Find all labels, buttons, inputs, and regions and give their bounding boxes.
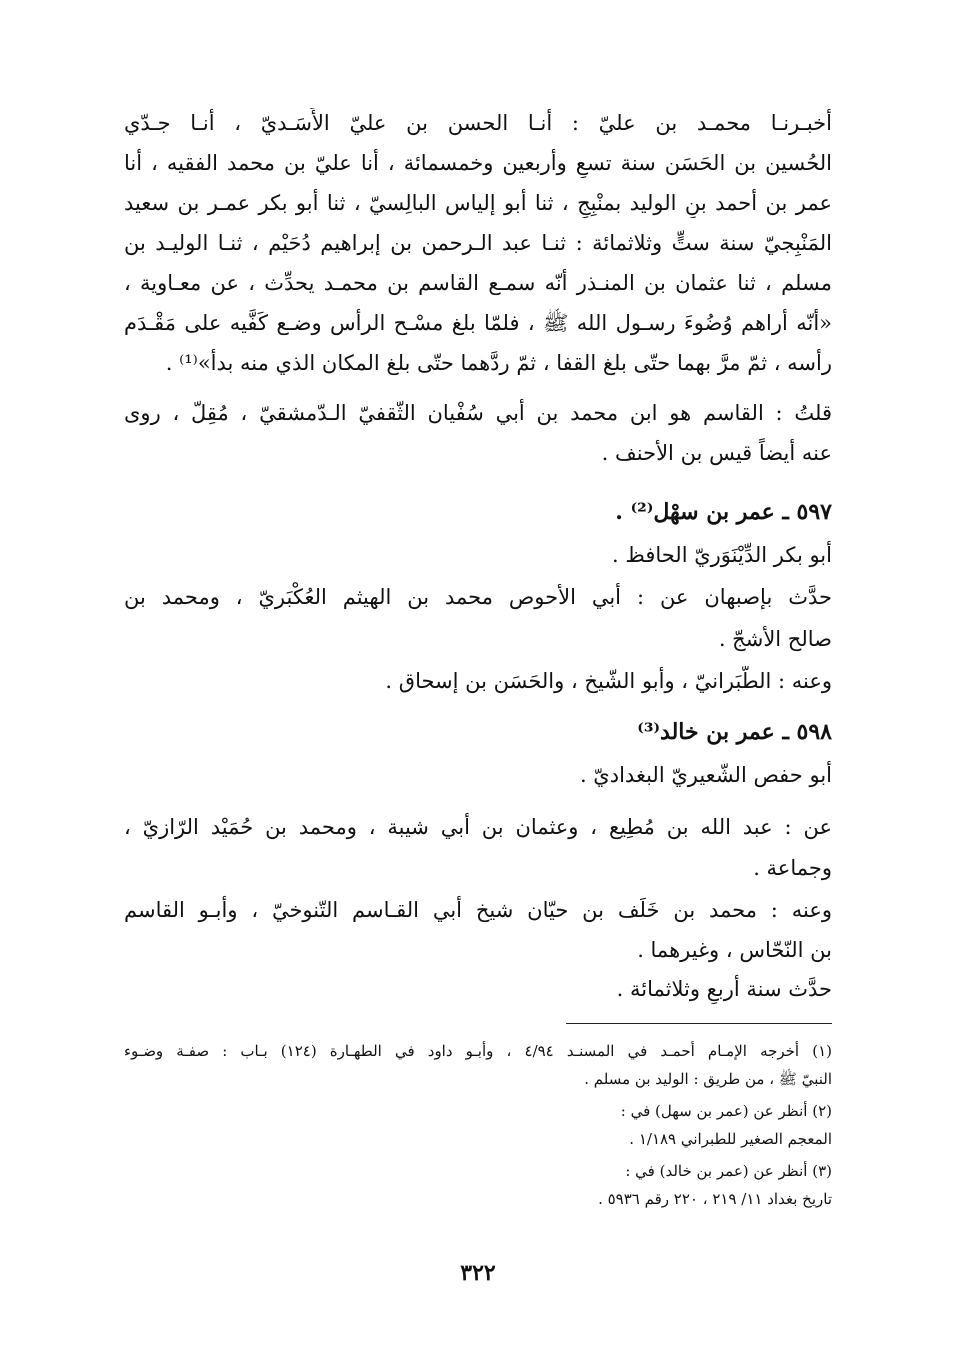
- footnote-line: (١) أخرجه الإمـام أحمـد في المسنـد ٤/٩٤ ، وأبـو داود في الطهـارة (١٢٤) بـاب : صفـة وضـوء: [124, 1042, 832, 1060]
- text-line: الحُسين بن الحَسَن سنة تسعٍ وأربعين وخمسمائة ، أنا عليّ بن محمد الفقيه ، أنا: [124, 151, 832, 175]
- text-line: وعنه : محمد بن خَلَف بن حيّان شيخ أبي القـاسم التّنوخيّ ، وأبـو القاسم: [124, 898, 832, 922]
- text-line: حدَّث سنة أربعٍ وثلاثمائة .: [616, 977, 832, 1001]
- text-line: رأسه ، ثمّ مرَّ بهما حتّى بلغ القفا ، ثمّ ردَّهما حتّى بلغ المكان الذي منه بدأ»⁽¹⁾ .: [165, 351, 832, 375]
- text-line: «أنّه أراهم وُضُوءَ رسـول الله ﷺ ، فلمّا بلغ مسْـح الرأس وضـع كَفَّيه على مَقْـدَم: [124, 311, 832, 335]
- text-line: المَنْبِجيّ سنة ستٍّ وثلاثمائة : ثنـا عبد الـرحمن بن إبراهيم دُحَيْم ، ثنـا الوليـد بن: [124, 231, 832, 255]
- footnote-separator: [566, 1023, 832, 1024]
- text-line: وجماعة .: [753, 856, 832, 880]
- entry-heading-597: ٥٩٧ ـ عمر بن سهْل⁽²⁾ .: [615, 499, 832, 525]
- text-line: حدَّث بإصبهان عن : أبي الأحوص محمد بن الهيثم العُكْبَريّ ، ومحمد بن: [124, 585, 832, 609]
- text-line: مسلم ، ثنا عثمان بن المنـذر أنّه سمـع القاسم بن محمـد يحدِّث ، عن معـاوية ،: [124, 271, 832, 295]
- text-line: قلتُ : القاسم هو ابن محمد بن أبي سُفْيان الثّقفيّ الـدّمشقيّ ، مُقِلّ ، روى: [124, 401, 832, 425]
- page-number: ٣٢٢: [460, 1260, 496, 1286]
- text-line: أخبـرنـا محمـد بن عليّ : أنـا الحسن بن عليّ الأَسَـديّ ، أنـا جـدّي: [124, 111, 832, 135]
- footnote-line: تاريخ بغداد ١١/ ٢١٩ ، ٢٢٠ رقم ٥٩٣٦ .: [598, 1190, 832, 1208]
- text-line: عن : عبد الله بن مُطِيع ، وعثمان بن أبي شيبة ، ومحمد بن حُمَيْد الرّازيّ ،: [124, 815, 832, 839]
- text-line: عمر بن أحمد بنِ الوليد بمنْبِجٍ ، ثنا أبو إلياس البالِسيّ ، ثنا أبو بكر عمـر بن سعيد: [124, 191, 832, 215]
- text-line: أبو حفص الشّعيريّ البغداديّ .: [579, 763, 832, 787]
- text-line: بن النّحّاس ، وغيرهما .: [637, 938, 832, 962]
- footnote-line: النبيّ ﷺ ، من طريق : الوليد بن مسلم .: [584, 1070, 832, 1088]
- footnote-line: (٢) أنظر عن (عمر بن سهل) في :: [620, 1102, 832, 1120]
- footnote-line: المعجم الصغير للطبراني ١/١٨٩ .: [629, 1130, 832, 1148]
- text-line: أبو بكر الدِّيْنَوَريّ الحافظ .: [612, 543, 832, 567]
- text-line: صالح الأشجّ .: [718, 627, 832, 651]
- entry-heading-598: ٥٩٨ ـ عمر بن خالد⁽³⁾: [637, 719, 832, 745]
- text-line: عنه أيضاً قيس بن الأحنف .: [601, 441, 832, 465]
- footnote-line: (٣) أنظر عن (عمر بن خالد) في :: [625, 1162, 832, 1180]
- text-line: وعنه : الطَّبَرانيّ ، وأبو الشّيخ ، والحَسَن بن إسحاق .: [385, 669, 832, 693]
